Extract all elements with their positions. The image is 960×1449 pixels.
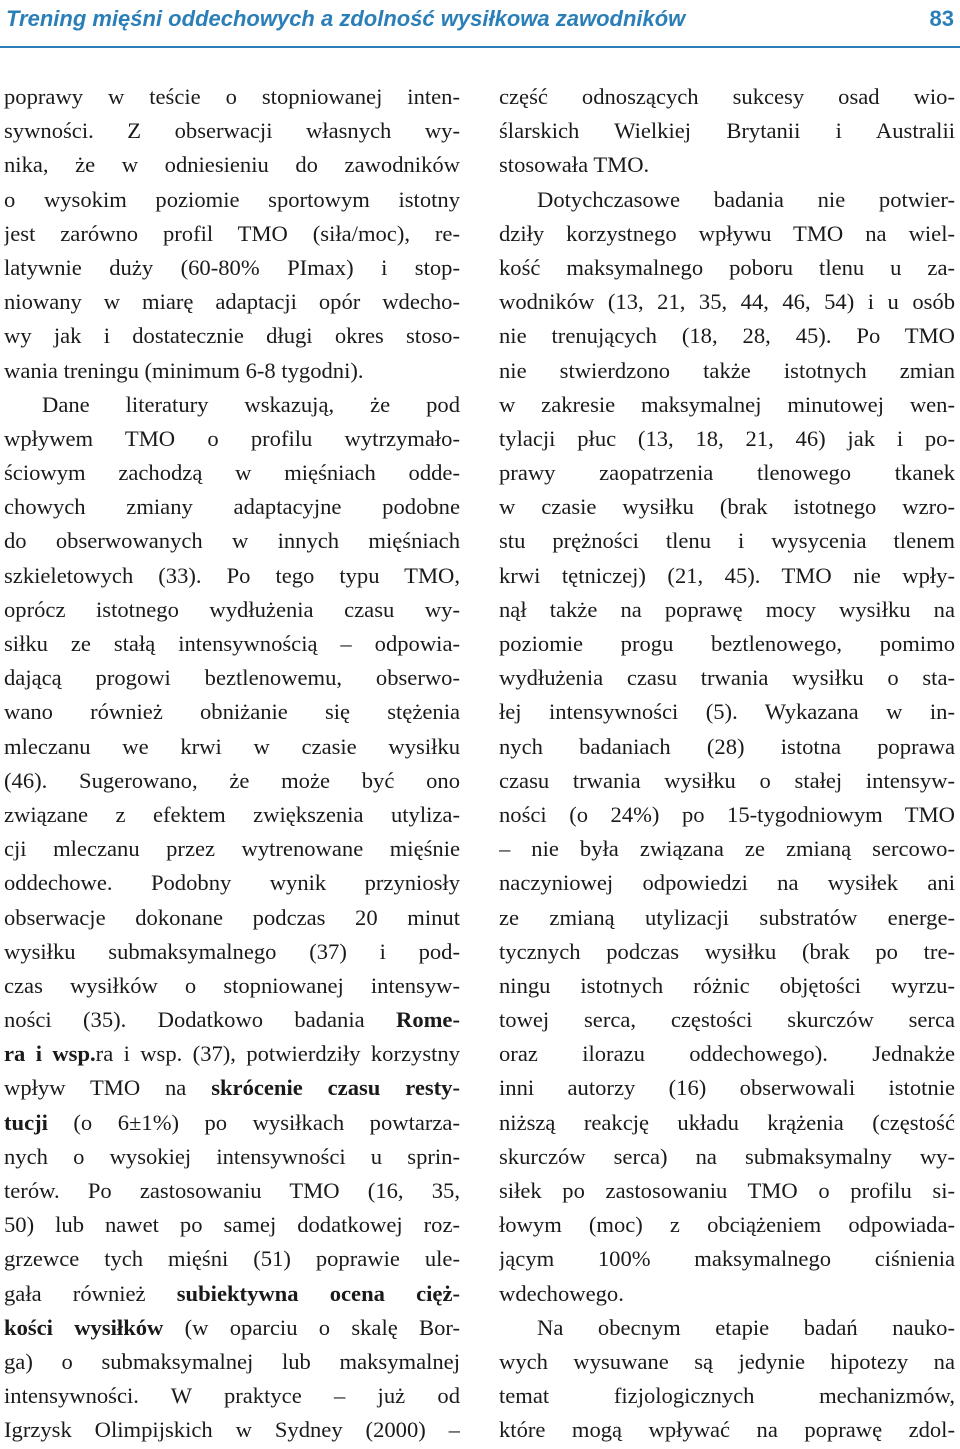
- text-line: naczyniowej odpowiedzi na wysiłek ani: [499, 870, 955, 896]
- text-line: [4, 1106, 460, 1140]
- text-line: w czasie wysiłku (brak istotnego wzro-: [499, 494, 955, 520]
- page-number: 83: [929, 6, 954, 31]
- text-line: Na obecnym etapie badań nauko-: [537, 1314, 955, 1340]
- bold-phrase: subiektywna ocena cięż-: [176, 1280, 460, 1306]
- text-line: [4, 1037, 460, 1071]
- text-line: poprawy w teście o stopniowanej inten-: [4, 84, 460, 109]
- text-line: nie trenujących (18, 28, 45). Po TMO: [499, 323, 955, 349]
- page-header: [0, 0, 960, 48]
- left-column: [4, 80, 460, 1448]
- text-line: wych wysuwane są jedynie hipotezy na: [499, 1348, 955, 1374]
- text-line: wdechowego.: [499, 1280, 624, 1306]
- text-line: wodników (13, 21, 35, 44, 46, 54) i u osób: [499, 289, 955, 315]
- text-line: ze zmianą utylizacji substratów energe-: [499, 904, 955, 930]
- text-line: wano również obniżanie się stężenia: [4, 699, 460, 725]
- text-line: łej intensywności (5). Wykazana w in-: [499, 699, 955, 725]
- bold-phrase: skrócenie czasu resty-: [211, 1075, 460, 1101]
- text-line: cji mleczanu przez wytrenowane mięśnie: [4, 836, 460, 862]
- text-line: dziły korzystnego wpływu TMO na wiel-: [499, 220, 955, 246]
- text-line: ningu istotnych różnic objętości wyrzu-: [499, 972, 955, 998]
- text-line: wania treningu (minimum 6-8 tygodni).: [4, 357, 364, 383]
- text-line: wysiłku submaksymalnego (37) i pod-: [4, 938, 460, 964]
- text-segment: (o 6±1%) po wysiłkach powtarza-: [47, 1109, 460, 1135]
- text-line: oddechowe. Podobny wynik przyniosły: [4, 870, 460, 896]
- text-line: ga) o submaksymalnej lub maksymalnej: [4, 1348, 460, 1374]
- text-line: (46). Sugerowano, że może być ono: [4, 767, 460, 793]
- text-line: temat fizjologicznych mechanizmów,: [499, 1383, 955, 1409]
- text-line: nął także na poprawę mocy wysiłku na: [499, 596, 955, 622]
- text-line: ściowym zachodzą w mięśniach odde-: [4, 460, 460, 486]
- text-line: [4, 1277, 460, 1311]
- text-line: o wysokim poziomie sportowym istotny: [4, 186, 460, 212]
- text-line: inni autorzy (16) obserwowali istotnie: [499, 1075, 955, 1101]
- text-line: jest zarówno profil TMO (siła/moc), re-: [4, 220, 460, 246]
- text-line: wydłużenia czasu trwania wysiłku o sta-: [499, 665, 955, 691]
- text-line: towej serca, częstości skurczów serca: [499, 1007, 955, 1033]
- text-line: stosowała TMO.: [499, 152, 650, 178]
- text-line: Igrzysk Olimpijskich w Sydney (2000) –: [4, 1417, 460, 1443]
- text-line: terów. Po zastosowaniu TMO (16, 35,: [4, 1178, 460, 1203]
- text-line: w zakresie maksymalnej minutowej wen-: [499, 391, 955, 417]
- text-line: stu prężności tlenu i wysycenia tlenem: [499, 528, 955, 554]
- text-line: [4, 1003, 460, 1037]
- text-segment: wpływ TMO na: [4, 1075, 212, 1101]
- text-line: związane z efektem zwiększenia utyliza-: [4, 801, 460, 827]
- text-line: mleczanu we krwi w czasie wysiłku: [4, 733, 460, 759]
- text-line: tylacji płuc (13, 18, 21, 46) jak i po-: [499, 425, 955, 451]
- text-line: czas wysiłków o stopniowanej intensyw-: [4, 972, 460, 998]
- text-segment: ra i wsp. (37), potwierdziły korzystny: [95, 1041, 460, 1067]
- text-line: 50) lub nawet po samej dodatkowej roz-: [4, 1212, 460, 1238]
- text-line: nych o wysokiej intensywności u sprin-: [4, 1143, 460, 1169]
- text-line: sywności. Z obserwacji własnych wy-: [4, 118, 460, 144]
- text-line: niższą reakcję układu krążenia (częstość: [499, 1109, 955, 1135]
- text-line: – nie była związana ze zmianą sercowo-: [499, 836, 955, 862]
- text-line: dającą progowi beztlenowemu, obserwo-: [4, 665, 460, 691]
- author-name: ra i wsp.: [4, 1041, 96, 1067]
- text-line: chowych zmiany adaptacyjne podobne: [4, 494, 460, 520]
- text-segment: ności (35). Dodatkowo badania: [4, 1007, 396, 1033]
- text-line: grzewce tych mięśni (51) poprawie ule-: [4, 1246, 460, 1272]
- text-line: nych badaniach (28) istotna poprawa: [499, 733, 955, 759]
- text-line: siłku ze stałą intensywnością – odpowia-: [4, 631, 460, 656]
- text-line: latywnie duży (60-80% PImax) i stop-: [4, 254, 460, 280]
- text-line: nie stwierdzono także istotnych zmian: [499, 357, 955, 383]
- text-segment: gała również: [4, 1280, 177, 1306]
- text-line: intensywności. W praktyce – już od: [4, 1383, 460, 1409]
- text-line: wpływem TMO o profilu wytrzymało-: [4, 425, 460, 451]
- text-line: część odnoszących sukcesy osad wio-: [499, 84, 955, 109]
- text-line: [4, 1311, 460, 1345]
- author-name: Rome-: [396, 1007, 460, 1033]
- text-line: prawy zaopatrzenia tlenowego tkanek: [499, 460, 955, 486]
- text-line: siłek po zastosowaniu TMO o profilu si-: [499, 1178, 955, 1203]
- text-line: oraz ilorazu oddechowego). Jednakże: [499, 1041, 955, 1067]
- text-segment: (w oparciu o skalę Bor-: [163, 1314, 460, 1340]
- text-line: ślarskich Wielkiej Brytanii i Australii: [499, 118, 955, 144]
- text-line: [4, 1071, 460, 1105]
- text-line: jącym 100% maksymalnego ciśnienia: [499, 1246, 955, 1272]
- text-line: łowym (moc) z obciążeniem odpowiada-: [499, 1212, 955, 1238]
- text-line: czasu trwania wysiłku o stałej intensyw-: [499, 767, 955, 793]
- text-line: oprócz istotnego wydłużenia czasu wy-: [4, 596, 460, 622]
- text-line: nika, że w odniesieniu do zawodników: [4, 152, 460, 178]
- text-line: które mogą wpływać na poprawę zdol-: [499, 1417, 955, 1443]
- text-line: tycznych podczas wysiłku (brak po tre-: [499, 938, 955, 964]
- text-line: ności (o 24%) po 15-tygodniowym TMO: [499, 801, 955, 827]
- right-column: [499, 80, 955, 1448]
- text-line: kość maksymalnego poboru tlenu u za-: [499, 254, 955, 280]
- text-line: Dane literatury wskazują, że pod: [42, 391, 460, 417]
- text-line: skurczów serca) na submaksymalny wy-: [499, 1143, 955, 1169]
- bold-phrase: tucji: [4, 1109, 48, 1135]
- text-line: wy jak i dostatecznie długi okres stoso-: [4, 323, 460, 349]
- text-line: poziomie progu beztlenowego, pomimo: [499, 631, 955, 656]
- running-title: Trening mięśni oddechowych a zdolność wysiłkowa zawodników: [6, 6, 686, 31]
- text-line: szkieletowych (33). Po tego typu TMO,: [4, 562, 460, 588]
- text-line: krwi tętniczej) (21, 45). TMO nie wpły-: [499, 562, 955, 588]
- text-line: niowany w miarę adaptacji opór wdecho-: [4, 289, 460, 315]
- text-line: obserwacje dokonane podczas 20 minut: [4, 904, 460, 930]
- bold-phrase: kości wysiłków: [4, 1314, 164, 1340]
- text-line: do obserwowanych w innych mięśniach: [4, 528, 460, 554]
- text-line: Dotychczasowe badania nie potwier-: [537, 186, 955, 212]
